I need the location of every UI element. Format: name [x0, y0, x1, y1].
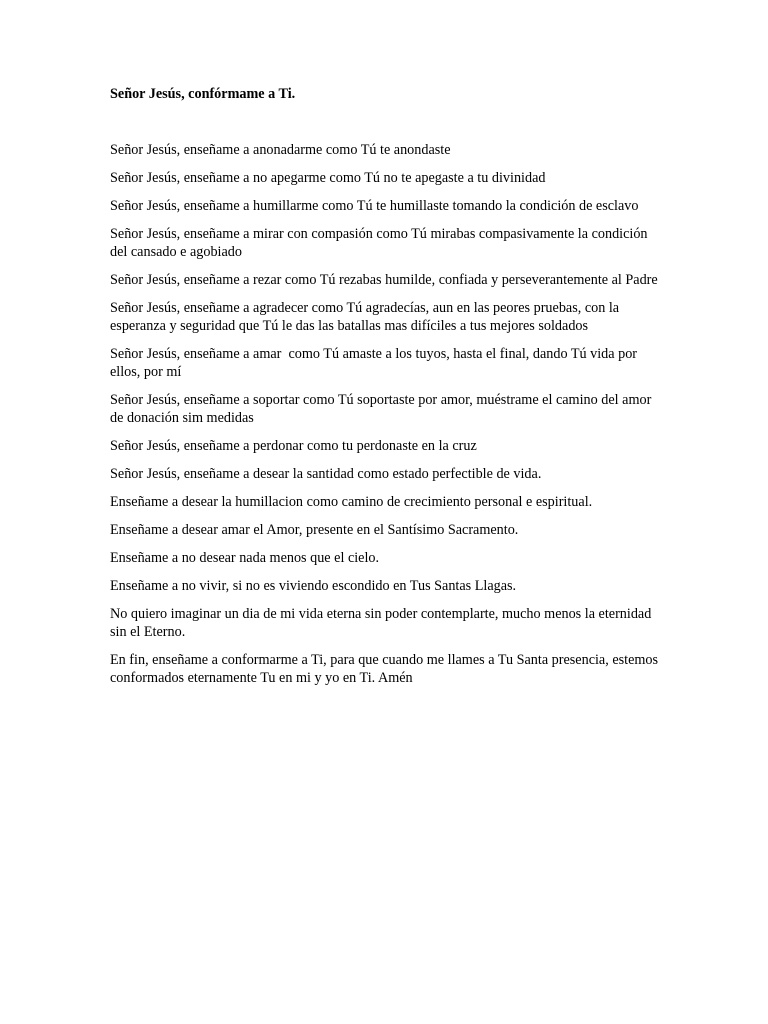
- paragraph: Enseñame a desear la humillacion como camino de crecimiento personal e espiritual.: [110, 494, 593, 510]
- paragraph: Señor Jesús, enseñame a rezar como Tú rezabas humilde, confiada y perseverantemente al Padre: [110, 272, 658, 288]
- document-body: [110, 85, 660, 697]
- paragraph: Enseñame a desear amar el Amor, presente en el Santísimo Sacramento.: [110, 522, 519, 538]
- paragraph: Señor Jesús, enseñame a perdonar como tu perdonaste en la cruz: [110, 438, 477, 454]
- paragraph: Señor Jesús, enseñame a amar como Tú amaste a los tuyos, hasta el final, dando Tú vida por ellos, por mí: [110, 346, 641, 380]
- paragraph: Señor Jesús, enseñame a anonadarme como Tú te anondaste: [110, 142, 451, 158]
- paragraph: Señor Jesús, enseñame a soportar como Tú soportaste por amor, muéstrame el camino del amor de donación sim medidas: [110, 392, 655, 426]
- paragraph: Señor Jesús, enseñame a agradecer como Tú agradecías, aun en las peores pruebas, con la esperanza y seguridad que Tú le das las batallas mas difíciles a tus mejores soldados: [110, 300, 623, 334]
- paragraph: Señor Jesús, enseñame a mirar con compasión como Tú mirabas compasivamente la condición del cansado e agobiado: [110, 226, 652, 260]
- paragraph: Enseñame a no desear nada menos que el cielo.: [110, 550, 380, 566]
- paragraph: Señor Jesús, enseñame a no apegarme como Tú no te apegaste a tu divinidad: [110, 170, 546, 186]
- paragraph: No quiero imaginar un dia de mi vida eterna sin poder contemplarte, mucho menos la eternidad sin el Eterno.: [110, 606, 655, 640]
- paragraph: En fin, enseñame a conformarme a Ti, para que cuando me llames a Tu Santa presencia, estemos conformados eternamente Tu en mi y yo en Ti. Amén: [110, 652, 662, 686]
- paragraph: Enseñame a no vivir, si no es viviendo escondido en Tus Santas Llagas.: [110, 578, 517, 594]
- paragraph: Señor Jesús, enseñame a desear la santidad como estado perfectible de vida.: [110, 466, 542, 482]
- document-title: Señor Jesús, confórmame a Ti.: [110, 86, 296, 102]
- paragraph: Señor Jesús, enseñame a humillarme como Tú te humillaste tomando la condición de esclavo: [110, 198, 639, 214]
